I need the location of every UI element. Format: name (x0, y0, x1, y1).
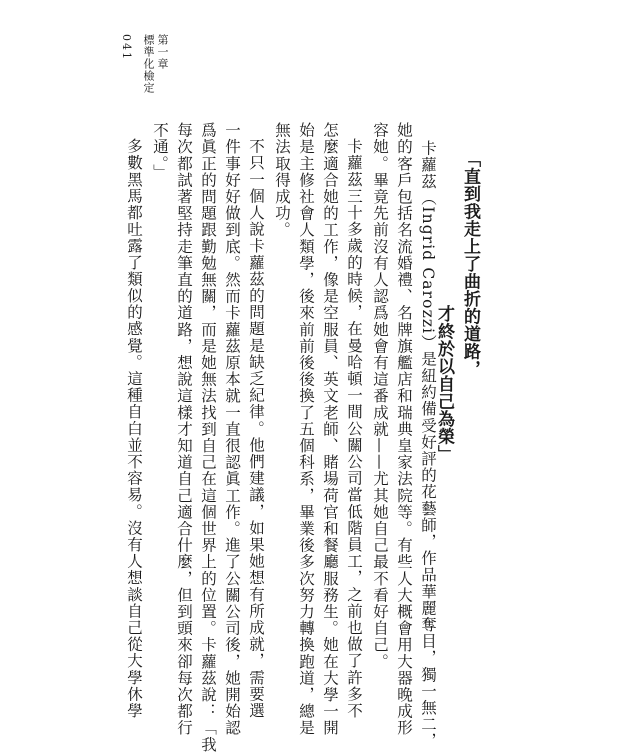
pull-quote-text-1: 直到我走上了曲折的道路， (460, 167, 480, 378)
body-line: 卡蘿茲（Ingrid Carozzi）是紐約備受好評的花藝師，作品華麗奪目，獨一無二， (419, 140, 437, 750)
pull-quote-text-2: 才終於以自己為榮 (434, 305, 454, 445)
body-line: 多數黑馬都吐露了類似的感覺。這種自白並不容易。沒有人想談自己從大學休學 (125, 138, 143, 719)
body-line: 卡蘿茲三十多歲的時候，在曼哈頓一間公關公司當低階員工，之前也做了許多不 (345, 138, 363, 719)
chapter-label: 第一章 (156, 34, 169, 70)
body-line: 一件事好好做到底。然而卡蘿茲原本就一直很認眞工作。進了公關公司後，她開始認 (223, 122, 241, 737)
body-line: 不只一個人說卡蘿茲的問題是缺乏紀律。他們建議，如果她想有所成就，需要選 (247, 138, 265, 719)
body-line: 無法取得成功。 (273, 122, 291, 239)
body-line: 爲眞正的問題跟勤勉無關，而是她無法找到自己在這個世界上的位置。卡蘿茲說：「我 (199, 122, 217, 753)
body-line: 她的客戶包括名流婚禮、名牌旗艦店和瑞典皇家法院等。有些人大概會用大器晚成形 (395, 122, 413, 737)
page-number: 041 (120, 34, 133, 61)
body-line: 始是主修社會人類學，後來前前後後換了五個科系，畢業後多次努力轉換跑道，總是 (297, 122, 315, 737)
body-line: 容她。畢竟先前沒有人認爲她會有這番成就——尤其她自己最不看好自己。 (371, 122, 389, 670)
chapter-title: 標準化檢定 (142, 34, 155, 94)
body-line: 怎麼適合她的工作，像是空服員、英文老師、賭場荷官和餐廳服務生。她在大學一開 (321, 122, 339, 737)
pull-quote-close-mark: 」 (434, 445, 454, 463)
body-line: 不通。」 (151, 122, 169, 181)
pull-quote-open-mark: 「 (460, 150, 480, 168)
body-line: 每次都試著堅持走筆直的道路，想說這樣才知道自己適合什麼，但到頭來卻每次都行 (175, 122, 193, 737)
